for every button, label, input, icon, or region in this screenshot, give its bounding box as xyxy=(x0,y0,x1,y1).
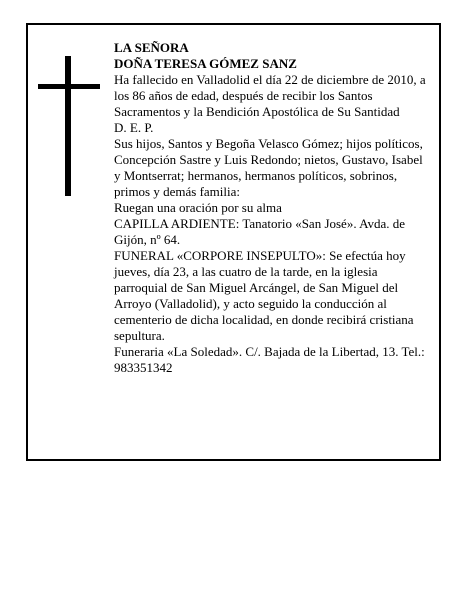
death-announcement: Ha fallecido en Valladolid el día 22 de diciembre de 2010, a los 86 años de edad, después de recibir los Santos Sacramentos y la Bendición Apostólica de Su Santidad xyxy=(114,72,426,119)
cross-vertical-bar xyxy=(65,56,71,196)
chapel-info: CAPILLA ARDIENTE: Tanatorio «San José». Avda. de Gijón, nº 64. xyxy=(114,216,406,247)
funeral-home-info: Funeraria «La Soledad». C/. Bajada de la Libertad, 13. Tel.: 983351342 xyxy=(114,344,425,375)
title-line-1: LA SEÑORA xyxy=(114,40,189,55)
obituary-notice xyxy=(26,23,441,461)
cross-horizontal-bar xyxy=(38,84,100,89)
dep-line: D. E. P. xyxy=(114,120,154,135)
deceased-name: DOÑA TERESA GÓMEZ SANZ xyxy=(114,56,297,71)
funeral-info: FUNERAL «CORPORE INSEPULTO»: Se efectúa hoy jueves, día 23, a las cuatro de la tarde, en la iglesia parroquial de San Miguel Arcángel, de San Miguel del Arroyo (Valladolid), y acto seguido la conducción al cementerio de dicha localidad, en donde recibirá cristiana sepultura. xyxy=(114,248,414,343)
prayer-request: Ruegan una oración por su alma xyxy=(114,200,282,215)
cross-icon xyxy=(38,56,100,196)
notice-text xyxy=(114,40,428,376)
family-list: Sus hijos, Santos y Begoña Velasco Gómez; hijos políticos, Concepción Sastre y Luis Redondo; nietos, Gustavo, Isabel y Montserrat; hermanos, hermanos políticos, sobrinos, primos y demás familia: xyxy=(114,136,423,199)
